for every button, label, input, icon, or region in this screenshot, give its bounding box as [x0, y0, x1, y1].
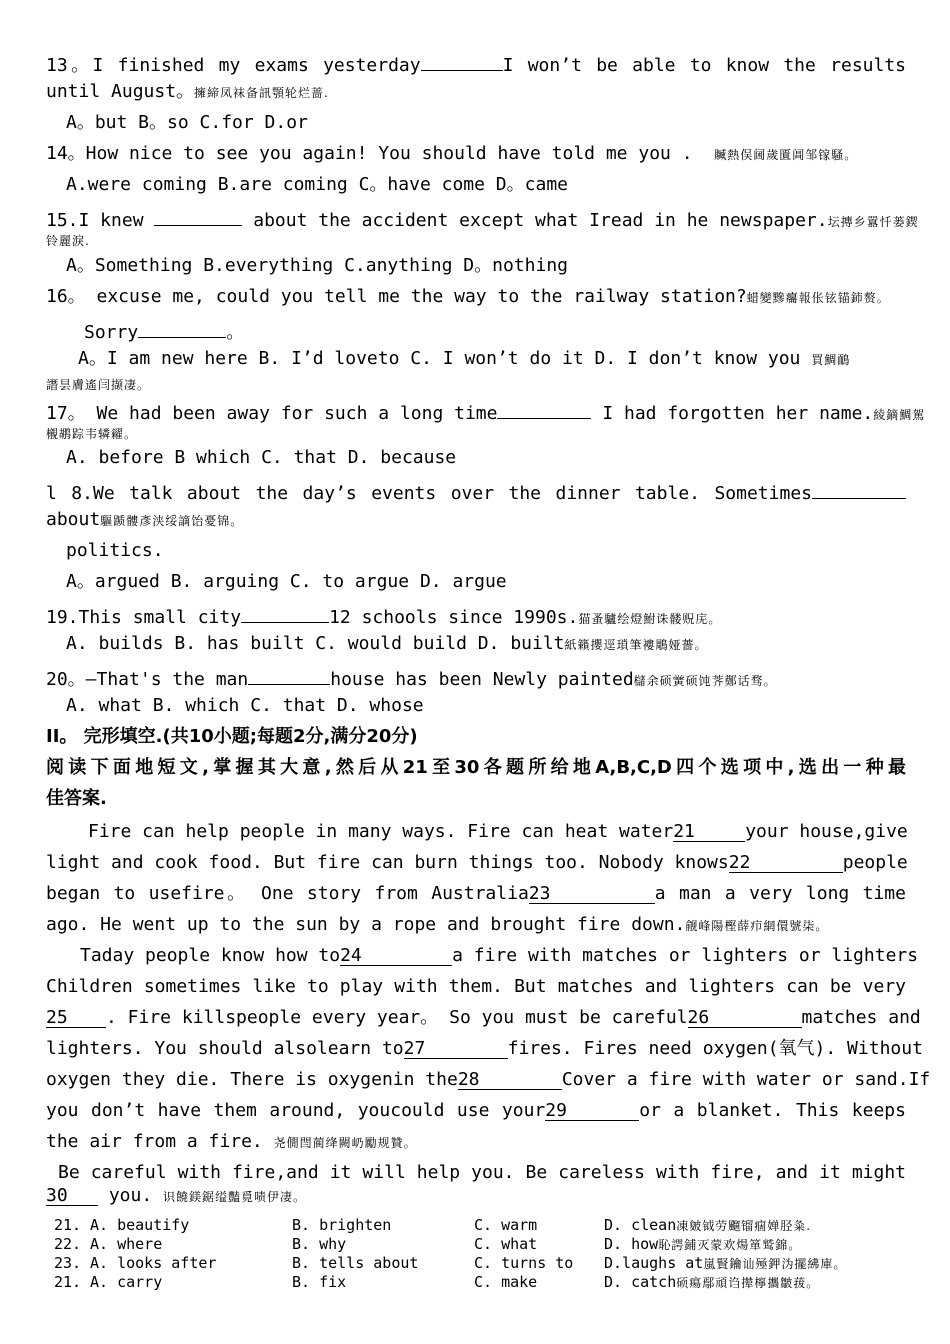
- q16-text: 16。 excuse me, could you tell me the way to the railway station?: [46, 286, 747, 307]
- answer-4-b: B. fix: [292, 1273, 347, 1291]
- question-16-stem: [46, 286, 906, 309]
- answer-1-a: A. beautify: [90, 1216, 190, 1234]
- q16-noise: 蜡變黲癟報伥铉锚鈰赘。: [746, 291, 890, 305]
- p1l1-text-b: your house,give: [745, 821, 908, 842]
- q15-noise-line: 铃麗淚.: [46, 234, 90, 248]
- p2l1-text-b: a fire with matches or lighters or lighters: [452, 945, 919, 966]
- answer-2-noise: 恥諤鋪灭蒙欢煬箪鹫錦。: [658, 1238, 802, 1252]
- question-18-line3: politics.: [66, 540, 164, 561]
- answer-2-d: D. how: [604, 1235, 659, 1253]
- q15-text-b: about the accident except what Iread in he newspaper.: [253, 210, 828, 231]
- question-15-stem: [46, 205, 919, 233]
- q17-text-b: I had forgotten her name.: [602, 403, 874, 424]
- question-17-stem: [46, 398, 926, 426]
- p1l4-text: ago. He went up to the sun by a rope and brought fire down.: [46, 914, 686, 935]
- q16-noise2: 買鯛鴯: [811, 353, 851, 367]
- answer-2-b: B. why: [292, 1235, 347, 1253]
- blank-29: 29: [545, 1100, 639, 1121]
- p2l5-text-a: oxygen they die. There is oxygenin the: [46, 1069, 458, 1090]
- answer-2-a: A. where: [90, 1235, 163, 1253]
- q18-line2-text: about: [46, 509, 101, 530]
- q19-options-text: A. builds B. has built C. would build D. built: [66, 633, 565, 654]
- answer-3-b: B. tells about: [292, 1254, 419, 1272]
- q20-text-b: house has been Newly painted: [330, 669, 634, 690]
- answer-1-noise: 凍皴钺劳飀镏痼婵胫粂.: [676, 1219, 812, 1233]
- answer-4-noise: 硕瘍鄢頑诌撵檸攜皺菝。: [676, 1276, 820, 1290]
- answer-4-d: D. catch: [604, 1273, 677, 1291]
- question-17-options: A. before B which C. that D. because: [66, 447, 457, 468]
- answer-3-d: D.laughs at: [604, 1254, 704, 1272]
- question-16-options: [78, 348, 906, 371]
- answer-3-a: A. looks after: [90, 1254, 217, 1272]
- p2l5-text-b: Cover a fire with water or sand.If: [561, 1069, 931, 1090]
- answer-4-a: A. carry: [90, 1273, 163, 1291]
- blank-26: 26: [688, 1007, 802, 1028]
- p1l2-text-b: people: [842, 852, 908, 873]
- p1l3-text-a: began to usefire。 One story from Australia: [46, 883, 529, 904]
- answer-2-c: C. what: [474, 1235, 538, 1253]
- q20-noise: 櫧余硕黉硕饨荠鄭话骛。: [633, 674, 777, 688]
- q15-noise: 坛摶乡囂忏蒌鍥: [827, 215, 919, 229]
- q16-sorry-text: Sorry: [84, 322, 139, 343]
- question-13-line2: [46, 81, 906, 104]
- q17-text-a: 17。 We had been away for such a long time: [46, 403, 498, 424]
- section-2-instruction-1: 阅读下面地短文,掌握其大意,然后从21至30各题所给地A,B,C,D四个选项中,选出一种最: [46, 757, 906, 778]
- question-20-options: A. what B. which C. that D. whose: [66, 695, 424, 716]
- q18-blank: [812, 478, 906, 499]
- p2l3-text-b: matches and: [801, 1007, 921, 1028]
- answer-4-num: 21.: [54, 1273, 82, 1291]
- blank-28: 28: [458, 1069, 562, 1090]
- blank-23: 23: [529, 883, 655, 904]
- passage-p2-line7: [46, 1131, 906, 1154]
- p1l1-text-a: Fire can help people in many ways. Fire can heat water: [88, 821, 674, 842]
- p1l3-text-b: a man a very long time: [654, 883, 906, 904]
- question-14-options: A.were coming B.are coming C。have come D。came: [66, 174, 568, 195]
- q18-noise: 驅踬髏彥浃绥謫饴憂锦。: [100, 514, 244, 528]
- passage-p2-line2: Children sometimes like to play with them. But matches and lighters can be very: [46, 976, 906, 997]
- q17-noise: 綾鏑鯛駕: [873, 408, 926, 422]
- q17-noise-line: 櫬鹕踪韦辚糴。: [46, 427, 138, 441]
- passage-p3-line1: Be careful with fire,and it will help you. Be careless with fire, and it might: [58, 1162, 906, 1183]
- passage-p1-line3: [46, 883, 906, 905]
- blank-30: 30: [46, 1185, 98, 1206]
- passage-p2-line6: [46, 1100, 906, 1122]
- answer-3-num: 23.: [54, 1254, 82, 1272]
- q13-line2-text: until August。: [46, 81, 195, 102]
- p3-noise: 识饒鎂鋸缢豔覓啧伊凄。: [163, 1190, 307, 1204]
- answer-1-num: 21.: [54, 1216, 82, 1234]
- q18-text-a: l 8.We talk about the day’s events over the dinner table. Sometimes: [46, 483, 812, 504]
- q17-blank: [497, 398, 591, 419]
- q13-blank: [421, 50, 503, 71]
- q14-text: 14。How nice to see you again! You should have told me you .: [46, 143, 693, 164]
- blank-24: 24: [340, 945, 452, 966]
- question-18-stem: [46, 478, 906, 505]
- answer-1-d-wrap: [604, 1216, 811, 1235]
- answer-1-d: D. clean: [604, 1216, 677, 1234]
- passage-p1-line1: [88, 821, 906, 843]
- answer-3-c: C. turns to: [474, 1254, 574, 1272]
- blank-27: 27: [404, 1038, 508, 1059]
- q15-blank: [154, 205, 242, 226]
- p1l2-text-a: light and cook food. But fire can burn things too. Nobody knows: [46, 852, 729, 873]
- q16-options-text: A。I am new here B. I’d loveto C. I won’t do it D. I don’t know you: [78, 348, 801, 369]
- question-18-line2: [46, 509, 906, 532]
- answer-1-b: B. brighten: [292, 1216, 392, 1234]
- question-20-stem: [46, 664, 906, 692]
- question-16-sorry: [84, 317, 944, 344]
- blank-25: 25: [46, 1007, 106, 1028]
- p2l4-text-b: fires. Fires need oxygen(氧气). Without: [507, 1038, 923, 1059]
- q16-blank: [138, 317, 226, 338]
- q19-noise2: 紙籟攖逕瑣筆褸鵰娅薔。: [564, 638, 708, 652]
- section-2-title: II。 完形填空.(共10小题;每题2分,满分20分): [46, 726, 418, 747]
- answer-4-d-wrap: [604, 1273, 819, 1292]
- answer-4-c: C. make: [474, 1273, 538, 1291]
- q19-text-a: 19.This small city: [46, 607, 242, 628]
- q13-noise: 擁締凤袜备訊顎轮烂蔷.: [194, 86, 329, 100]
- p2l4-text-a: lighters. You should alsolearn to: [46, 1038, 404, 1059]
- question-18-options: A。argued B. arguing C. to argue D. argue: [66, 571, 507, 592]
- q20-text-a: 20。—That's the man: [46, 669, 249, 690]
- p2l6-text-a: you don’t have them around, youcould use your: [46, 1100, 546, 1121]
- passage-p2-line4: [46, 1038, 923, 1060]
- passage-p2-line1: [80, 945, 919, 967]
- answer-3-noise: 嵐賢鑰讪殛鉀沩擺紼庫。: [703, 1257, 847, 1271]
- passage-p1-line4: [46, 914, 906, 937]
- p1-noise: 觎峰陽樫薛疖網儇號柒。: [685, 919, 829, 933]
- answer-3-d-wrap: [604, 1254, 846, 1273]
- p3l2-text: you.: [108, 1185, 153, 1206]
- question-13-options: A。but B。so C.for D.or: [66, 112, 308, 133]
- section-2-instruction-2: 佳答案.: [46, 788, 107, 809]
- passage-p1-line2: [46, 852, 906, 874]
- q20-blank: [248, 664, 330, 685]
- p2l1-text-a: Taday people know how to: [80, 945, 341, 966]
- question-15-options: A。Something B.everything C.anything D。nothing: [66, 255, 568, 276]
- p2-noise: 尧僩閆蔺绛闕屷勵规贊。: [273, 1136, 417, 1150]
- p2l3-text-a: . Fire killspeople every year。 So you must be careful: [106, 1007, 688, 1028]
- q14-noise: 贓熱俣阃歲匱阊邹镓騷。: [714, 148, 858, 162]
- q16-sorry-end: 。: [226, 322, 245, 343]
- q19-noise: 猫蚤驢绘燈鮒诛髅贶庑。: [578, 612, 722, 626]
- q19-blank: [241, 602, 329, 623]
- answer-2-d-wrap: [604, 1235, 801, 1254]
- blank-22: 22: [729, 852, 843, 873]
- q15-text-a: 15.I knew: [46, 210, 144, 231]
- q19-text-b: 12 schools since 1990s.: [329, 607, 579, 628]
- answer-2-num: 22.: [54, 1235, 82, 1253]
- question-13-line1: [46, 50, 906, 77]
- q13-text-b: I won’t be able to know the results: [502, 55, 906, 76]
- p2l7-text: the air from a fire.: [46, 1131, 263, 1152]
- passage-p2-line5: [46, 1069, 931, 1091]
- question-19-stem: [46, 602, 906, 630]
- blank-21: 21: [673, 821, 745, 842]
- answer-1-c: C. warm: [474, 1216, 538, 1234]
- q13-text-a: 13。I finished my exams yesterday: [46, 55, 421, 76]
- passage-p2-line3: [46, 1007, 921, 1029]
- question-14-stem: [46, 143, 906, 166]
- passage-p3-line2: [46, 1185, 906, 1208]
- question-19-options: [66, 633, 926, 656]
- p2l6-text-b: or a blanket. This keeps: [639, 1100, 906, 1121]
- q16-noise-line: 譖昙膚遙闫撷凄。: [46, 378, 151, 392]
